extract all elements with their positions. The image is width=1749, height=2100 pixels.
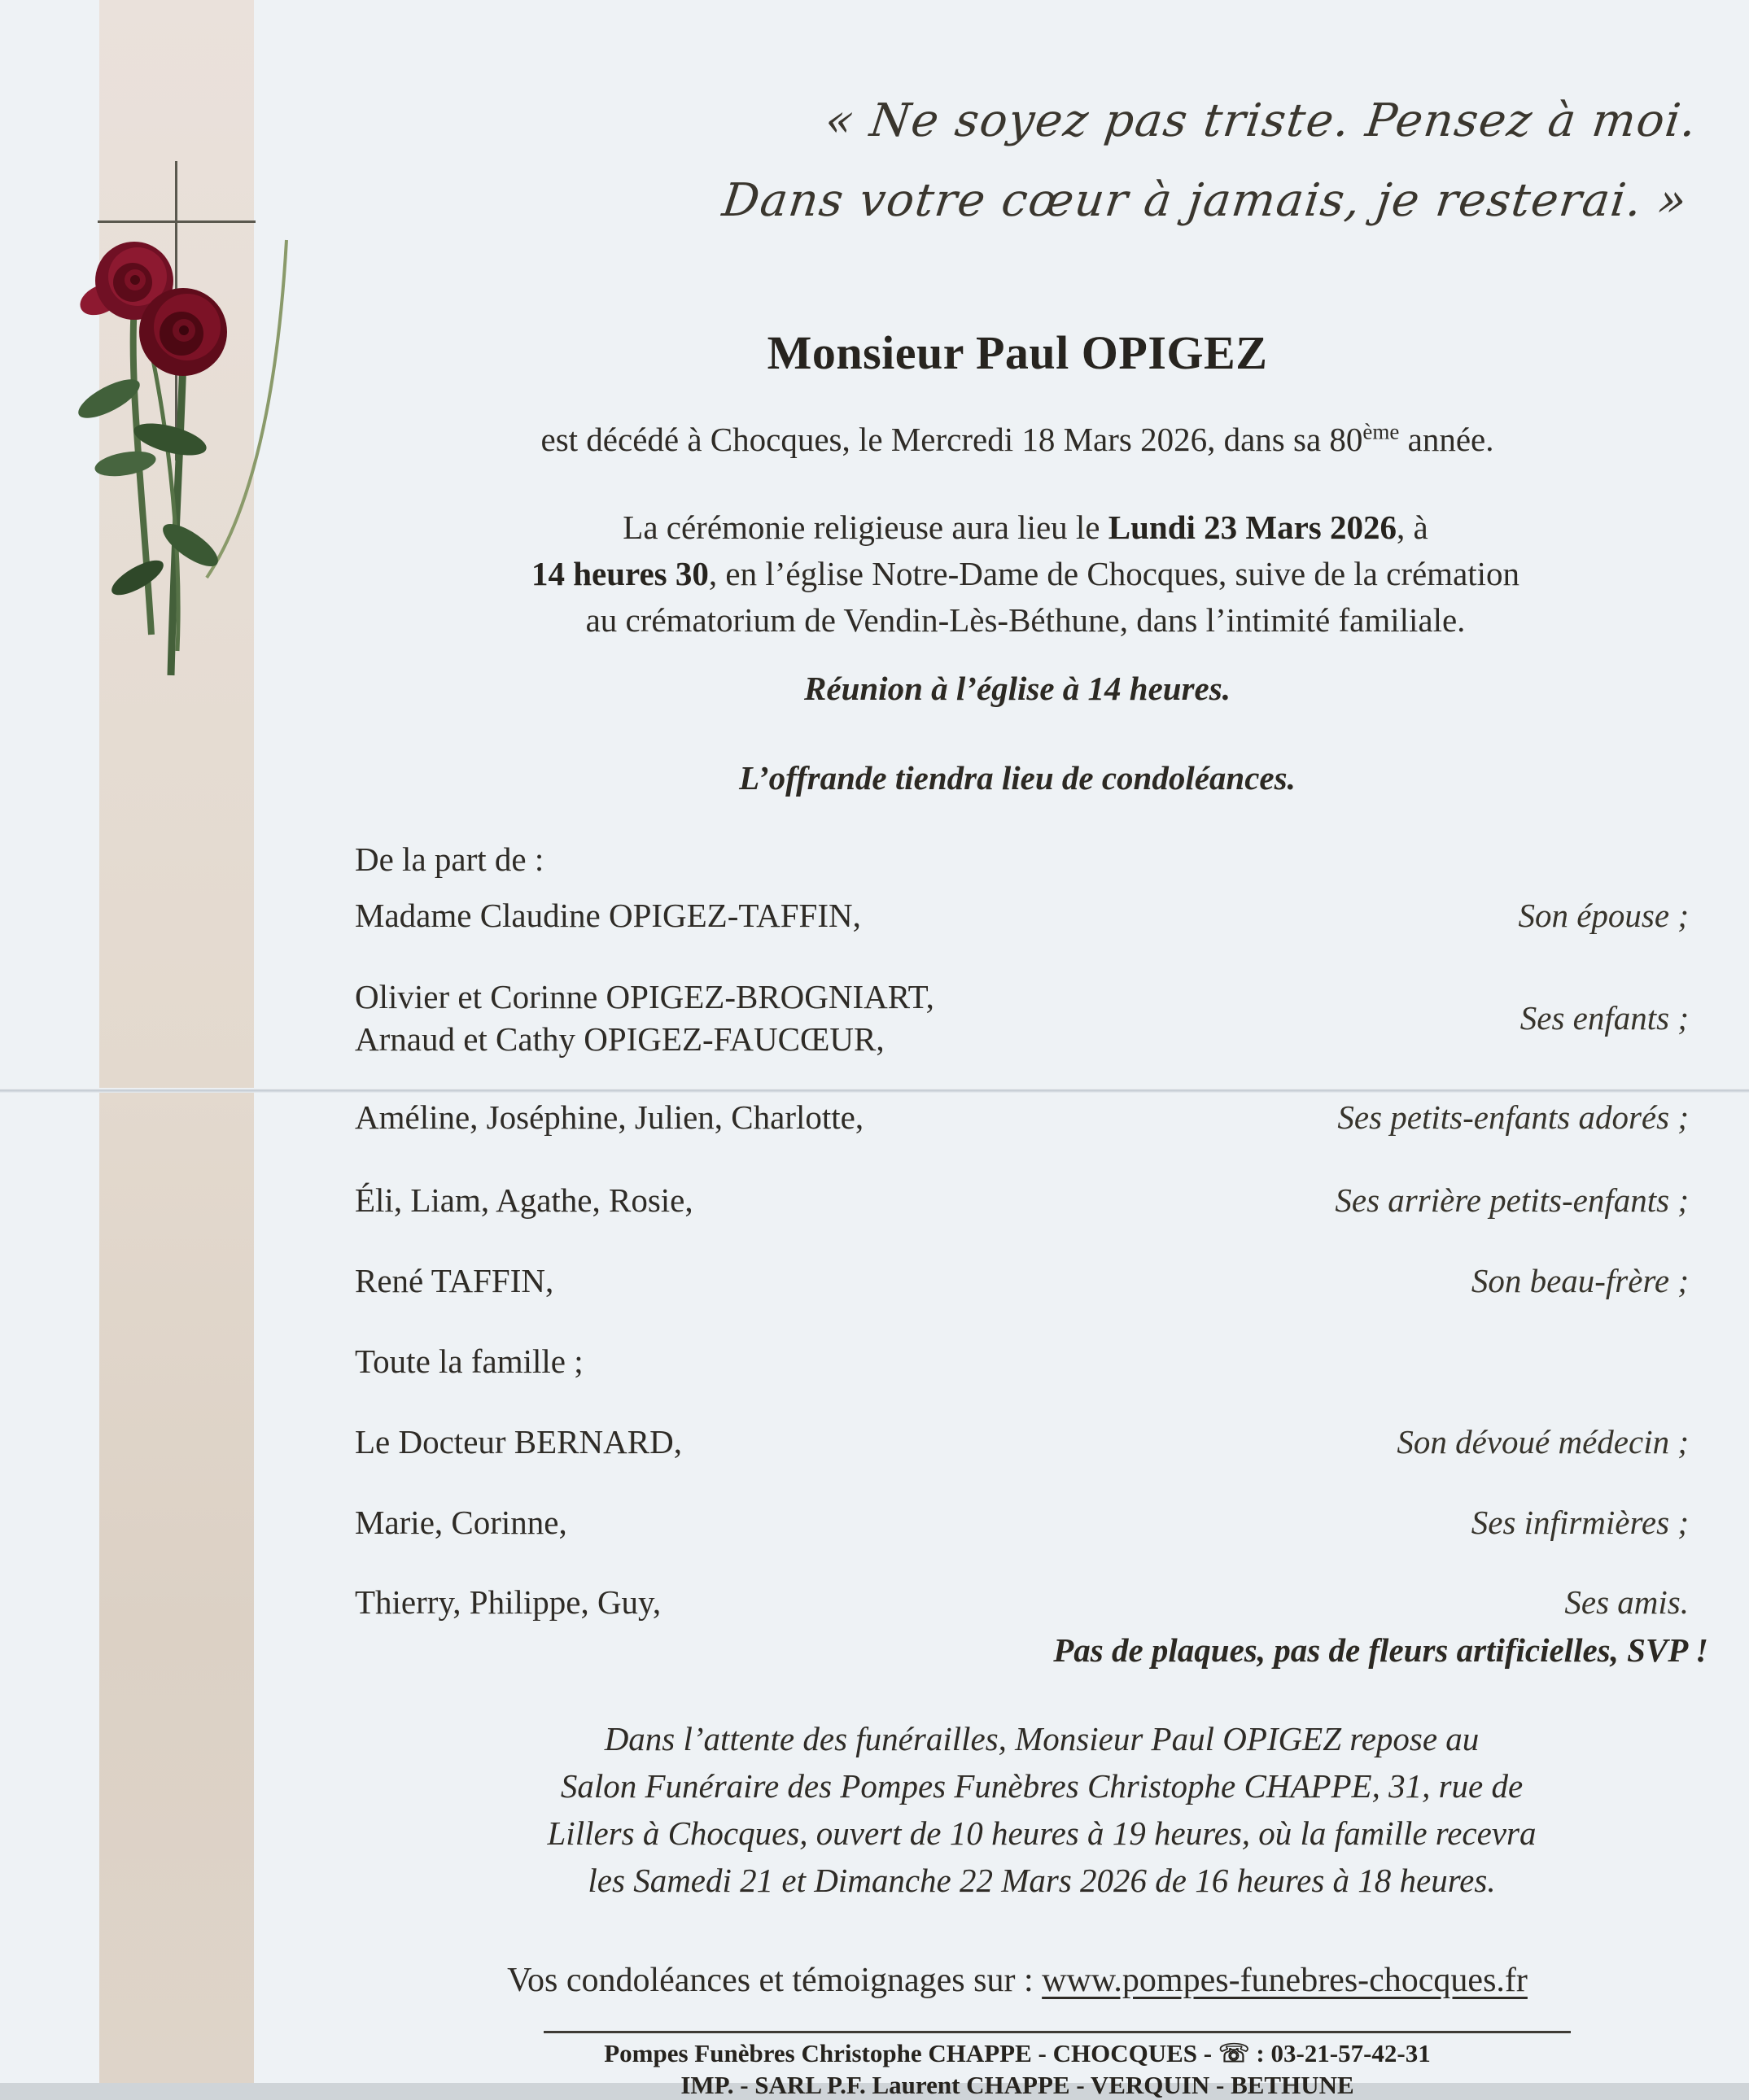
family-row — [355, 1096, 1689, 1138]
family-names: Le Docteur BERNARD, — [355, 1423, 682, 1460]
family-row — [355, 976, 1689, 1060]
family-row — [355, 1340, 1689, 1382]
rose-blossom-lower — [139, 288, 227, 376]
no-flowers-plea: Pas de plaques, pas de fleurs artificielles, SVP ! — [1053, 1631, 1708, 1669]
family-row — [355, 1179, 1689, 1221]
relation-label: Ses infirmières ; — [1471, 1504, 1689, 1541]
deceased-name-title: Monsieur Paul OPIGEZ — [767, 326, 1268, 379]
family-name-line: Arnaud et Cathy OPIGEZ-FAUCŒUR, — [355, 1020, 885, 1058]
rose-leaves — [73, 372, 224, 601]
repose-line: Lillers à Chocques, ouvert de 10 heures à 19 heures, où la famille recevra — [547, 1814, 1537, 1852]
ceremony-text-4: au crématorium de Vendin-Lès-Béthune, dans l’intimité familiale. — [585, 601, 1466, 639]
funeral-home-name: Pompes Funèbres Christophe CHAPPE - CHOCQUES - — [604, 2039, 1218, 2067]
relation-label: Son dévoué médecin ; — [1397, 1423, 1689, 1460]
ceremony-time: 14 heures 30 — [531, 555, 709, 592]
family-names: Madame Claudine OPIGEZ-TAFFIN, — [355, 897, 861, 934]
family-names: Éli, Liam, Agathe, Rosie, — [355, 1181, 693, 1219]
ceremony-paragraph — [366, 504, 1685, 644]
memorial-quote — [718, 81, 1702, 241]
death-announcement — [342, 420, 1693, 459]
funeral-home-footer — [342, 2039, 1693, 2068]
repose-line: les Samedi 21 et Dimanche 22 Mars 2026 de 16 heures à 18 heures. — [588, 1862, 1496, 1899]
relation-label: Ses amis. — [1564, 1583, 1689, 1621]
family-names: Toute la famille ; — [355, 1343, 584, 1380]
relation-label: Son beau-frère ; — [1471, 1262, 1689, 1299]
printer-footer: IMP. - SARL P.F. Laurent CHAPPE - VERQUIN - BETHUNE — [680, 2071, 1354, 2099]
offering-line: L’offrande tiendra lieu de condoléances. — [739, 759, 1296, 797]
ceremony-date: Lundi 23 Mars 2026 — [1108, 509, 1397, 546]
family-row — [355, 1501, 1689, 1543]
church-meeting-line: Réunion à l’église à 14 heures. — [804, 670, 1231, 707]
family-names: René TAFFIN, — [355, 1262, 554, 1299]
memorial-quote-line1: « Ne soyez pas triste. Pensez à moi. — [822, 94, 1701, 147]
relation-label: Son épouse ; — [1518, 897, 1689, 934]
condolences-website-link[interactable]: www.pompes-funebres-chocques.fr — [1042, 1962, 1528, 1999]
family-intro: De la part de : — [355, 840, 544, 878]
family-row — [355, 1581, 1689, 1623]
family-names — [355, 976, 934, 1060]
roses-image — [93, 195, 304, 700]
relation-label: Ses enfants ; — [1519, 999, 1689, 1037]
death-announcement-suffix: année. — [1399, 421, 1494, 458]
memorial-quote-line2: Dans votre cœur à jamais, je resterai. » — [719, 174, 1691, 227]
repose-line: Salon Funéraire des Pompes Funèbres Christophe CHAPPE, 31, rue de — [560, 1767, 1524, 1805]
repose-paragraph — [456, 1715, 1628, 1904]
repose-line: Dans l’attente des funérailles, Monsieur Paul OPIGEZ repose au — [604, 1720, 1480, 1757]
ceremony-text: La cérémonie religieuse aura lieu le — [623, 509, 1108, 546]
family-row — [355, 894, 1689, 936]
left-ribbon-band — [99, 0, 254, 2083]
grass-blade — [207, 240, 286, 578]
family-row — [355, 1421, 1689, 1463]
condolences-line — [391, 1961, 1644, 2000]
family-names: Marie, Corinne, — [355, 1504, 567, 1541]
ceremony-text-2: , à — [1397, 509, 1428, 546]
condolences-text: Vos condoléances et témoignages sur : — [507, 1962, 1043, 1999]
death-announcement-text: est décédé à Chocques, le Mercredi 18 Mars 2026, dans sa 80 — [540, 421, 1363, 458]
family-row — [355, 1260, 1689, 1302]
family-name-line: Olivier et Corinne OPIGEZ-BROGNIART, — [355, 978, 934, 1015]
ordinal-superscript: ème — [1362, 419, 1400, 444]
paper-fold-line — [0, 1088, 1749, 1093]
ceremony-text-3: , en l’église Notre-Dame de Chocques, suive de la crémation — [708, 555, 1520, 592]
relation-label: Ses petits-enfants adorés ; — [1337, 1098, 1689, 1136]
family-names: Thierry, Philippe, Guy, — [355, 1583, 662, 1621]
footer-divider — [544, 2031, 1571, 2033]
funeral-home-phone: : 03-21-57-42-31 — [1256, 2039, 1431, 2067]
family-names: Améline, Joséphine, Julien, Charlotte, — [355, 1098, 864, 1136]
phone-icon: ☏ — [1218, 2039, 1250, 2067]
relation-label: Ses arrière petits-enfants ; — [1335, 1181, 1689, 1219]
